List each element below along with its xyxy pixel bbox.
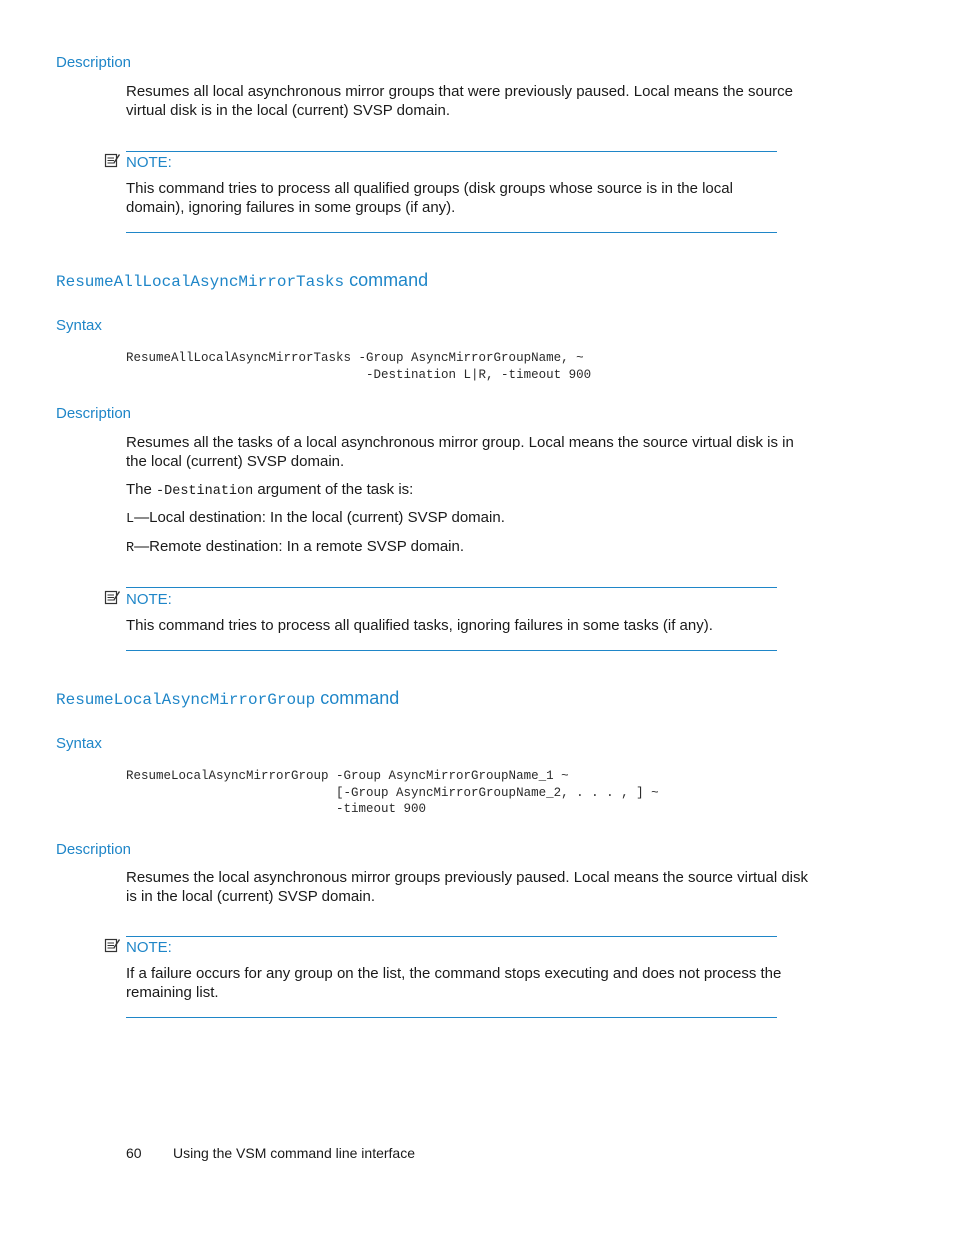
destination-intro-prefix: The (126, 481, 157, 498)
note-icon (104, 589, 120, 610)
section2-note: This command tries to process all qualified tasks, ignoring failures in some tasks (if any). (126, 617, 713, 634)
section1-note: This command tries to process all qualified groups (disk groups whose source is in the local domain), ignoring failures in some groups (if any). (126, 180, 733, 216)
option-local-code: L (126, 512, 135, 527)
option-local-text: —Local destination: In the local (current) SVSP domain. (134, 509, 505, 526)
note-label: NOTE: (126, 939, 172, 956)
destination-arg: -Destination (156, 484, 254, 499)
section3-heading (56, 688, 399, 709)
section3-command-name: ResumeLocalAsyncMirrorGroup (56, 691, 316, 709)
description-label: Description (56, 841, 132, 858)
option-remote-code: R (126, 541, 135, 556)
section1-description: Resumes all local asynchronous mirror groups that were previously paused. Local means the source virtual disk is in the local (current) SVSP domain. (126, 83, 793, 119)
note-bottom-rule (126, 1017, 777, 1018)
option-remote (126, 537, 464, 558)
note-top-rule (126, 151, 777, 152)
section3-note: If a failure occurs for any group on the list, the command stops executing and does not process the remaining list. (126, 965, 782, 1001)
page-number: 60 (126, 1145, 142, 1161)
note-label: NOTE: (126, 591, 172, 608)
note-bottom-rule (126, 650, 777, 651)
option-local (126, 508, 505, 529)
option-remote-text: —Remote destination: In a remote SVSP domain. (134, 538, 465, 555)
note-bottom-rule (126, 232, 777, 233)
syntax-label: Syntax (56, 735, 102, 752)
section3-command-suffix: command (320, 688, 400, 708)
section2-description: Resumes all the tasks of a local asynchronous mirror group. Local means the source virtual disk is in the local (current) SVSP domain. (126, 434, 794, 470)
note-label: NOTE: (126, 154, 172, 171)
section3-description: Resumes the local asynchronous mirror groups previously paused. Local means the source virtual disk is in the local (current) SVSP domain. (126, 869, 808, 905)
section2-command-name: ResumeAllLocalAsyncMirrorTasks (56, 273, 345, 291)
note-top-rule (126, 936, 777, 937)
destination-intro-suffix: argument of the task is: (253, 481, 414, 498)
note-icon (104, 937, 120, 958)
section3-syntax-code: ResumeLocalAsyncMirrorGroup -Group AsyncMirrorGroupName_1 ~ [-Group AsyncMirrorGroupName_2, . . . , ] ~ -timeout 900 (126, 769, 659, 816)
note-top-rule (126, 587, 777, 588)
note-icon (104, 152, 120, 173)
syntax-label: Syntax (56, 317, 102, 334)
section2-command-suffix: command (349, 270, 429, 290)
description-label: Description (56, 54, 132, 71)
footer-title: Using the VSM command line interface (173, 1145, 415, 1161)
description-label: Description (56, 405, 132, 422)
section2-heading (56, 270, 428, 291)
destination-intro (126, 480, 413, 501)
section2-syntax-code: ResumeAllLocalAsyncMirrorTasks -Group AsyncMirrorGroupName, ~ -Destination L|R, -timeout 900 (126, 351, 592, 382)
